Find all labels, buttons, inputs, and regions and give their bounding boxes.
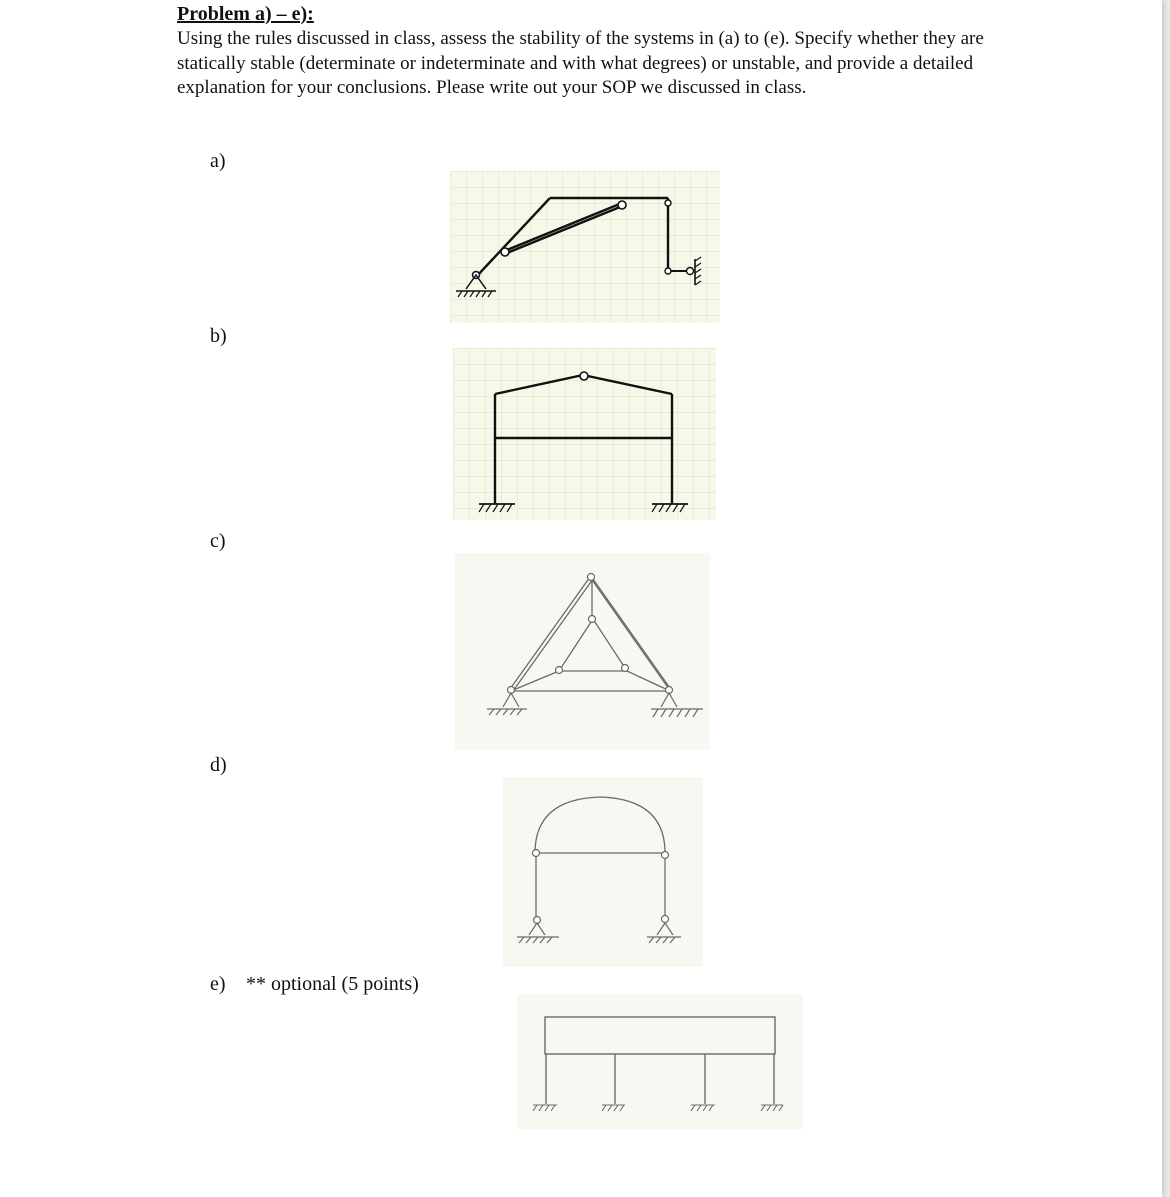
figure-d-frame bbox=[503, 777, 703, 967]
figure-b-frame bbox=[453, 348, 716, 520]
problem-heading: Problem a) – e): bbox=[177, 3, 314, 25]
part-e-label: e) bbox=[210, 973, 226, 995]
part-e-optional-note: ** optional (5 points) bbox=[246, 973, 419, 995]
part-c-label: c) bbox=[210, 530, 226, 552]
figure-e-frame bbox=[517, 994, 803, 1129]
figure-a-frame bbox=[450, 171, 720, 323]
part-b-label: b) bbox=[210, 325, 227, 347]
part-d-label: d) bbox=[210, 754, 227, 776]
problem-instructions: Using the rules discussed in class, assess the stability of the systems in (a) to (e). Specify whether they are statically stable (determinate or indeterminate and with what degrees) or unstable, and provide a detailed explanation for your conclusions. Please write out your SOP we discussed in class. bbox=[177, 28, 984, 98]
figure-c-frame bbox=[455, 553, 710, 750]
part-a-label: a) bbox=[210, 150, 226, 172]
